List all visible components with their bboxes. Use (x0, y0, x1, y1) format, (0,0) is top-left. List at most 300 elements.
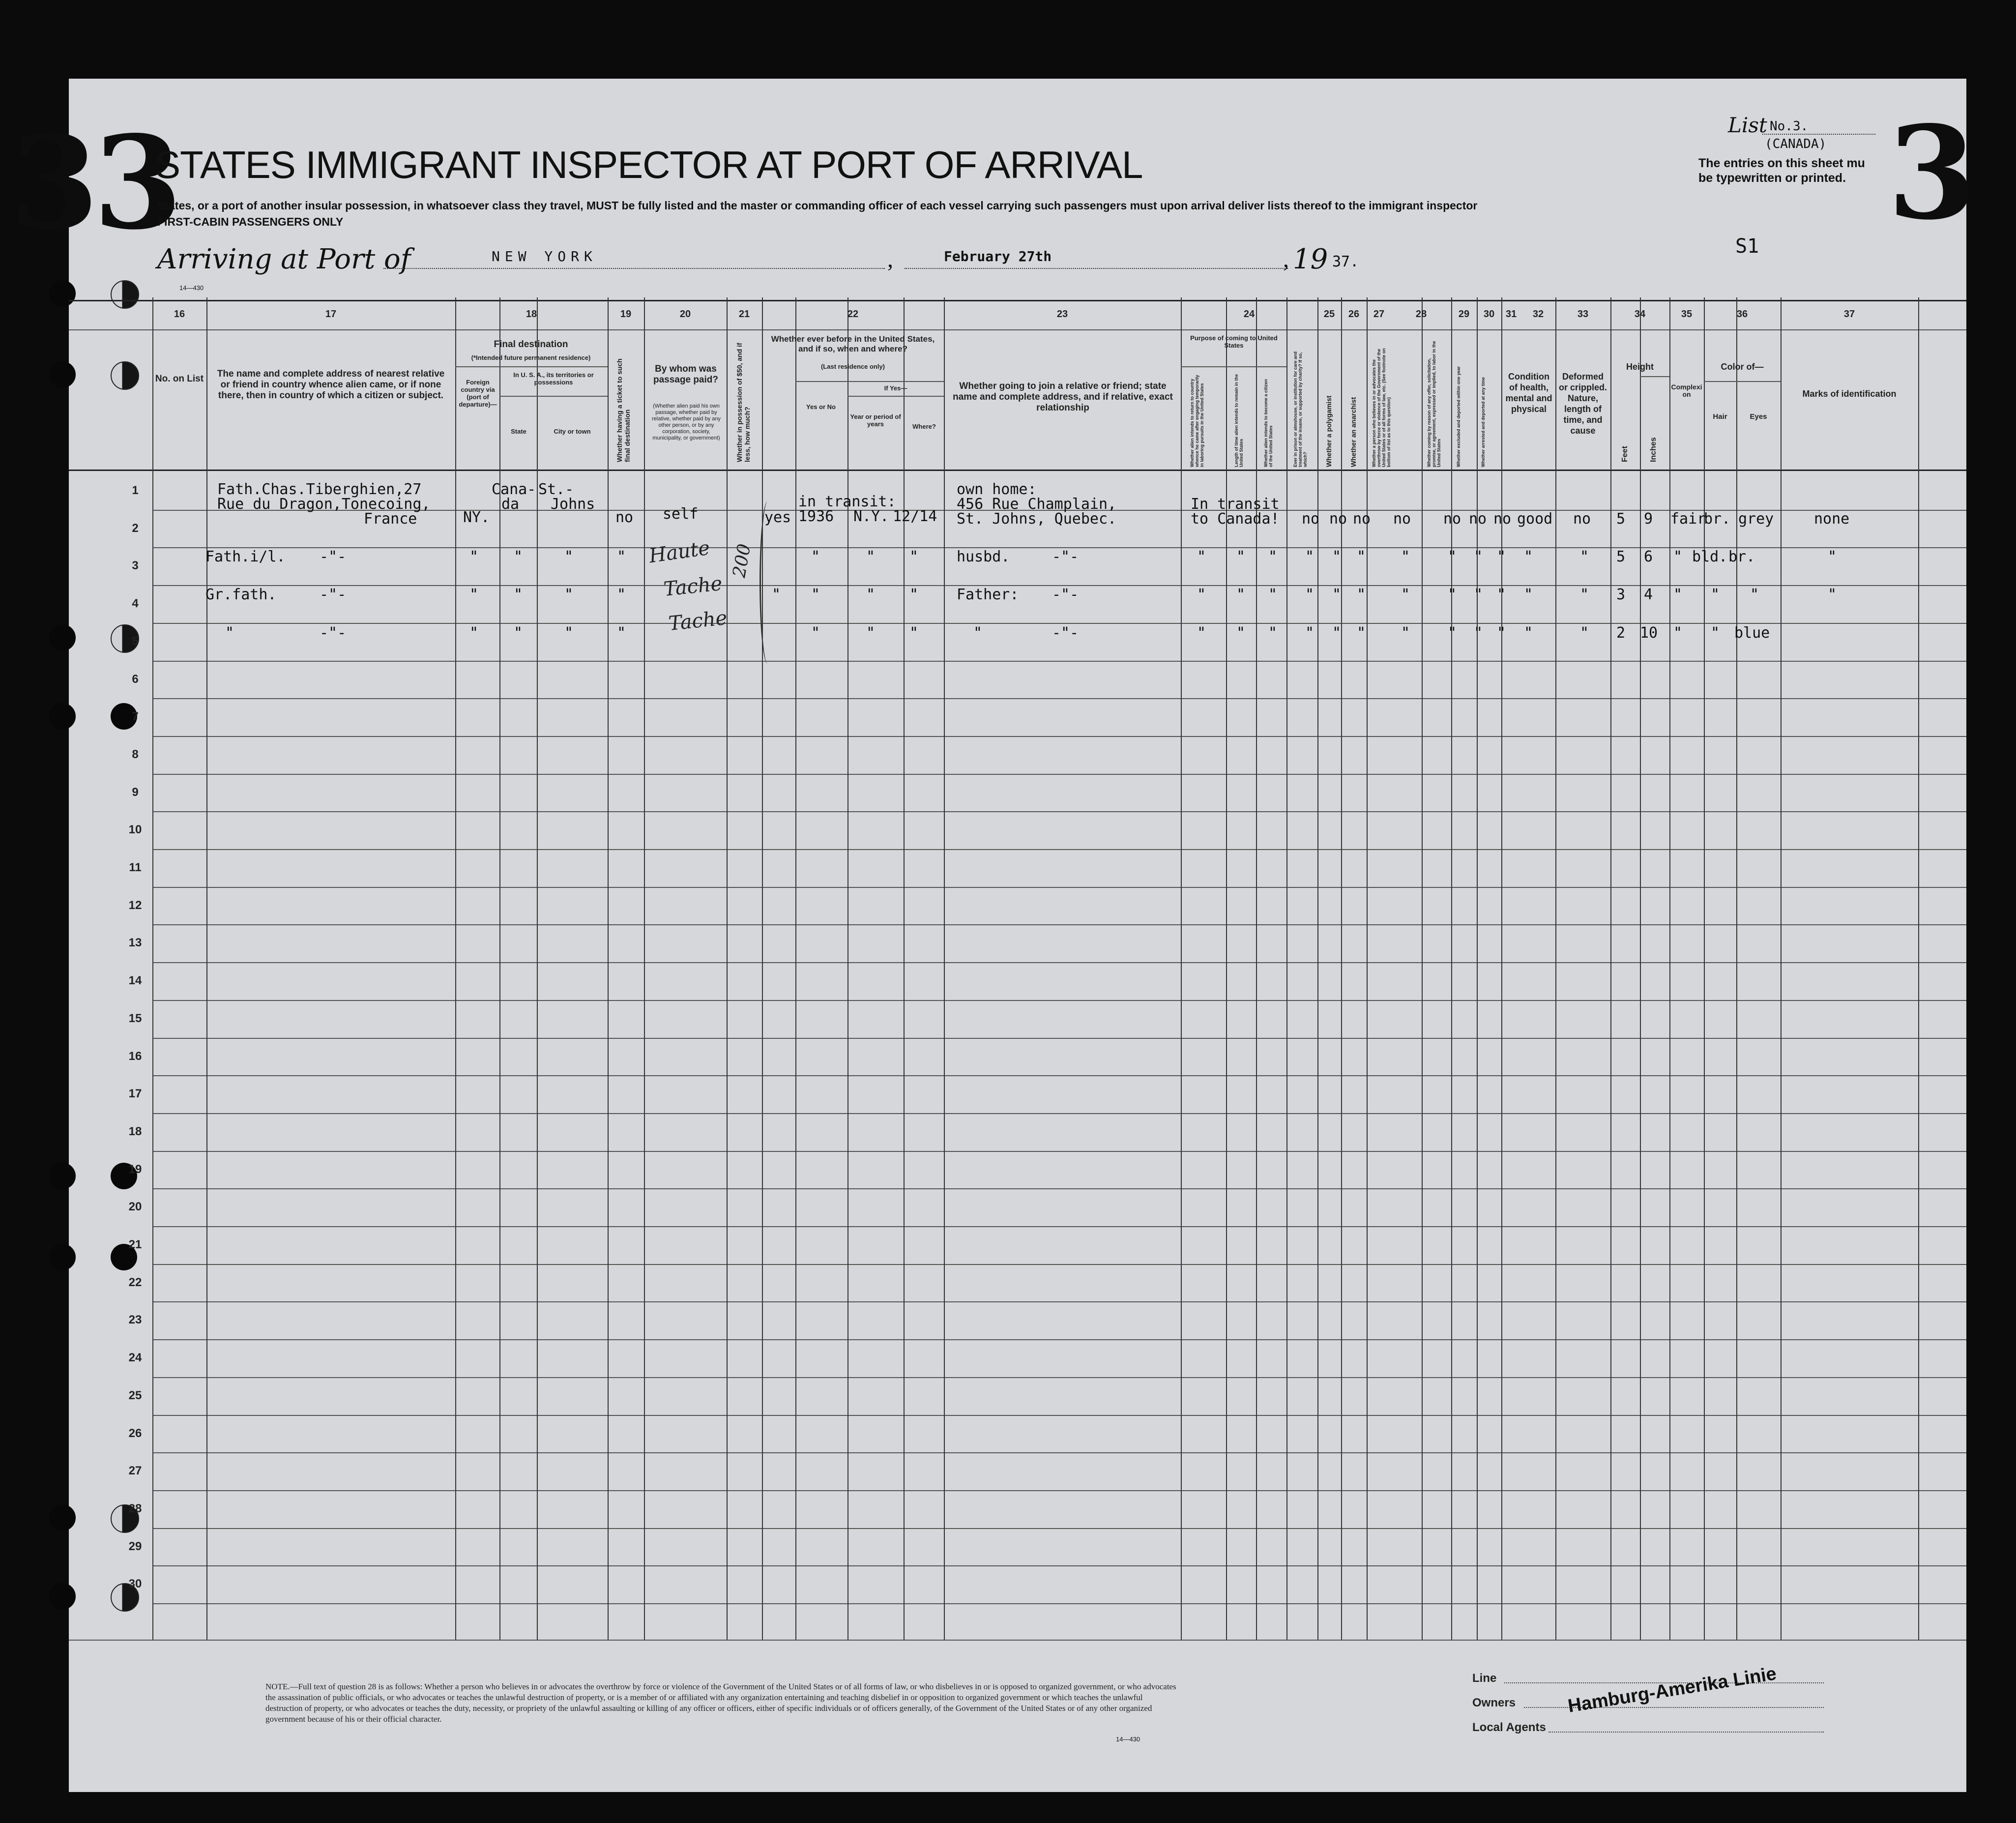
row3-ditto: " (1305, 586, 1315, 603)
header-bottom-border (69, 470, 1966, 471)
subhead-line (499, 396, 608, 397)
row3-ditto: " (866, 586, 876, 603)
row-number: 11 (129, 861, 142, 874)
col-line (1367, 297, 1368, 1640)
row1-before: in transit: (798, 493, 896, 510)
row-number: 24 (128, 1351, 142, 1365)
line-label: Line (1472, 1672, 1497, 1685)
row2-relative: Fath.i/l. (205, 548, 286, 565)
row1-c31: no (1493, 510, 1512, 528)
row2-ditto: " (1401, 548, 1410, 565)
row-line (152, 887, 1966, 888)
row2-deformed: " (1580, 548, 1589, 565)
row-number: 10 (128, 823, 142, 837)
row2-ditto: " (1448, 548, 1457, 565)
row1-inches: 9 (1644, 510, 1653, 528)
col-number: 33 (1577, 309, 1589, 320)
row1-c25: no (1302, 510, 1320, 528)
col-number: 30 (1483, 309, 1495, 320)
row-line (152, 1415, 1966, 1416)
row-number: 18 (128, 1124, 142, 1138)
row4-ditto: " (469, 624, 479, 642)
shipping-line-stamp: Hamburg-Amerika Linie (1566, 1663, 1778, 1717)
row1-relative-line2: Rue du Dragon,Tonecoing, (217, 496, 431, 513)
row-number: 12 (128, 898, 142, 912)
row1-before-where: N.Y. (853, 508, 889, 525)
col-number: 18 (526, 309, 537, 320)
col-number: 37 (1843, 309, 1855, 320)
row-number: 16 (128, 1049, 142, 1063)
col-header-passage-paid-sub: (Whether alien paid his own passage, whether paid by relative, whether paid by any other person, or by any corporation, society, municipality, or government) (651, 403, 721, 441)
col-header-feet: Feet (1621, 446, 1629, 462)
row2-eyes: br. (1728, 548, 1755, 565)
col-number: 27 (1373, 309, 1385, 320)
row-number: 19 (128, 1162, 142, 1176)
col-line (1640, 297, 1641, 1640)
row-number: 22 (128, 1275, 142, 1289)
col-header-purpose-b: Length of time alien intends to remain in the United States (1234, 374, 1244, 467)
year-suffix: 37. (1332, 253, 1359, 270)
row1-feet: 5 (1616, 510, 1626, 528)
row1-state-1: Cana- (492, 481, 536, 498)
subhead-line (1640, 376, 1669, 377)
row-line (152, 623, 1966, 624)
row1-join-3: St. Johns, Quebec. (957, 510, 1117, 528)
row-number: 27 (128, 1464, 142, 1478)
row1-relative-line1: Fath.Chas.Tiberghien,27 (217, 481, 422, 498)
row1-c29: no (1443, 510, 1461, 528)
col-number: 25 (1323, 309, 1335, 320)
row1-marks: none (1814, 510, 1850, 528)
row-line (152, 1565, 1966, 1566)
table-bottom-border (69, 1640, 1966, 1641)
row-number: 13 (128, 936, 142, 950)
col-header-excluded: Whether excluded and deported within one year (1456, 366, 1461, 467)
row4-ditto: " (1197, 624, 1206, 642)
row4-ditto: " (1580, 624, 1589, 642)
row-number: 25 (128, 1388, 142, 1402)
row2-relative-ditto: -"- (320, 548, 347, 565)
col-header-final-destination: Final destination (494, 339, 568, 350)
row3-ditto: " (909, 586, 919, 603)
row3-hair: " (1711, 586, 1720, 603)
entries-note-2: be typewritten or printed. (1698, 171, 1846, 185)
row1-c28: no (1393, 510, 1411, 528)
row-number: 8 (132, 747, 139, 761)
col-header-purpose-c: Whether alien intends to become a citizen of the United States (1263, 379, 1273, 467)
row3-ditto: " (1268, 586, 1278, 603)
col-header-foreign-country: Foreign country via (port of departure)— (459, 379, 497, 408)
row2-join: husbd. (957, 548, 1010, 565)
binder-hole (49, 1163, 76, 1189)
row1-state-2: da (501, 496, 520, 513)
col-header-complexion: Complexion (1671, 383, 1702, 398)
row3-ditto: " (564, 586, 574, 603)
row4-eyes: blue (1734, 624, 1770, 642)
row-number: 23 (128, 1313, 142, 1327)
row-line (152, 1339, 1966, 1340)
col-line (944, 297, 945, 1640)
sheet-number-left-b: 3 (93, 108, 182, 258)
handwriting-line1: Haute (647, 536, 711, 568)
row4-ditto: " (1524, 624, 1533, 642)
col-line (1451, 297, 1452, 1640)
row2-join-ditto: -"- (1052, 548, 1079, 565)
row1-c30: no (1469, 510, 1487, 528)
col-line (1422, 297, 1423, 1640)
page-title: STATES IMMIGRANT INSPECTOR AT PORT OF ARRIVAL (155, 143, 1143, 186)
row4-ditto: " (1305, 624, 1315, 642)
row1-c27: no (1353, 510, 1371, 528)
row4-ditto: " (1497, 624, 1506, 642)
col-header-relative: The name and complete address of nearest relative or friend in country whence alien came, or if none there, then in country of which a citizen or subject. (217, 369, 445, 401)
row3-ditto: " (1357, 586, 1366, 603)
row-number: 9 (132, 785, 139, 799)
row2-ditto: " (469, 548, 479, 565)
row3-join: Father: (957, 586, 1019, 603)
sheet-number-left-a: 3 (10, 108, 99, 258)
row4-ditto: " (617, 624, 626, 642)
col-header-passage-paid: By whom was passage paid? (653, 364, 718, 385)
row4-ditto: " (1401, 624, 1410, 642)
col-number: 34 (1634, 309, 1646, 320)
row-number: 20 (128, 1200, 142, 1214)
row4-feet: 2 (1616, 624, 1626, 642)
col-header-overthrow: Whether a person who believes in or advocates the overthrow by force or violence of the Government of the United States or of all forms of law, etc. (See footnote on bottom of list as to this question) (1372, 348, 1391, 467)
manifest-sheet (10, 79, 1977, 1792)
row4-ditto: " (909, 624, 919, 642)
row3-ditto: " (1197, 586, 1206, 603)
row2-inches: 6 (1644, 548, 1653, 565)
col-header-labor-offer: Whether coming by reason of any offer, solicitation, promise, or agreement, expressed or implied, to labor in the United States (1427, 341, 1441, 467)
binder-hole (49, 703, 76, 730)
row4-ditto: " (1448, 624, 1457, 642)
col-number: 16 (174, 309, 185, 320)
row3-ditto: " (772, 586, 781, 603)
row3-ditto: " (1401, 586, 1410, 603)
row-number: 29 (128, 1539, 142, 1553)
row4-hair: " (1711, 624, 1720, 642)
row2-ditto: " (1236, 548, 1246, 565)
row-line (152, 1264, 1966, 1265)
row3-inches: 4 (1644, 586, 1653, 603)
col-line (1317, 297, 1318, 1640)
row4-ditto: " (1332, 624, 1342, 642)
row2-ditto: " (1497, 548, 1506, 565)
row-number: 28 (128, 1501, 142, 1515)
handwritten-bracket (760, 501, 776, 664)
row3-ditto: " (1474, 586, 1483, 603)
row4-ditto: " (564, 624, 574, 642)
row2-feet: 5 (1616, 548, 1626, 565)
row-line (152, 962, 1966, 963)
col-line (795, 297, 796, 1640)
row-line (152, 1038, 1966, 1039)
row-number: 21 (128, 1238, 142, 1251)
row2-ditto: " (1197, 548, 1206, 565)
list-number: No.3. (1770, 119, 1809, 134)
row-line (152, 924, 1966, 925)
col-line (455, 297, 456, 1640)
row1-join-2: 456 Rue Champlain, (957, 496, 1117, 513)
row1-purpose-1: In transit (1191, 496, 1280, 513)
row1-money: yes (764, 509, 791, 526)
row1-before-year: 1936 (798, 508, 834, 525)
row4-ditto: " (866, 624, 876, 642)
col-header-city: City or town (554, 428, 591, 435)
list-underline (1762, 134, 1875, 135)
sheet-number-right: 3 (1888, 98, 1977, 248)
row-line (152, 698, 1966, 699)
row-number: 15 (128, 1011, 142, 1025)
col-line (608, 297, 609, 1640)
binder-hole (49, 1583, 76, 1610)
row-line (152, 811, 1966, 812)
col-number: 20 (679, 309, 691, 320)
col-line (1781, 297, 1782, 1640)
handwriting-amount: 200 (729, 542, 755, 579)
col-header-marks: Marks of identification (1802, 389, 1897, 399)
col-line (904, 297, 905, 1640)
col-line (537, 297, 538, 1640)
col-line (1341, 297, 1342, 1640)
col-number: 32 (1532, 309, 1544, 320)
row2-ditto: " (1305, 548, 1315, 565)
col-header-polygamist: Whether a polygamist (1325, 395, 1333, 467)
row2-ditto: " (866, 548, 876, 565)
row-line (152, 849, 1966, 850)
entries-note-1: The entries on this sheet mu (1698, 156, 1865, 170)
row2-ditto: " (617, 548, 626, 565)
col-header-before-in-us: Whether ever before in the United States, and if so, when and where? (771, 334, 935, 353)
binder-hole (49, 624, 76, 651)
row3-ditto: " (1497, 586, 1506, 603)
row3-marks: " (1828, 586, 1837, 603)
row3-relative: Gr.fath. (205, 586, 277, 603)
row2-ditto: " (1332, 548, 1342, 565)
col-header-if-yes: If Yes— (884, 384, 907, 392)
row2-ditto: " (514, 548, 523, 565)
row-line (152, 774, 1966, 775)
row1-c26: no (1329, 510, 1347, 528)
comma-2: , (1283, 246, 1289, 272)
row4-ditto: " (514, 624, 523, 642)
row-line (152, 1188, 1966, 1189)
comma: , (887, 246, 893, 272)
sheet-code: S1 (1735, 235, 1759, 258)
subhead-line (455, 366, 608, 367)
row1-join-1: own home: (957, 481, 1037, 498)
row-line (152, 661, 1966, 662)
col-number: 24 (1243, 309, 1255, 320)
col-header-no-on-list: No. on List (155, 374, 204, 384)
col-header-where: Where? (912, 423, 936, 430)
col-header-yes-no: Yes or No (806, 403, 836, 411)
col-line (1669, 297, 1670, 1640)
col-header-money: Whether in possession of $50, and if less, how much? (735, 343, 751, 462)
col-number: 31 (1505, 309, 1517, 320)
row3-ditto: " (1236, 586, 1246, 603)
footnote-code: 14—430 (1116, 1735, 1140, 1743)
row1-city-2: Johns (551, 496, 595, 513)
row1-foreign: NY. (463, 509, 490, 526)
col-header-in-usa: In U. S. A., its territories or possessions (513, 371, 594, 386)
handwriting-line3: Tache (667, 606, 729, 636)
col-line (1477, 297, 1478, 1640)
col-number: 23 (1056, 309, 1068, 320)
colnum-divider (69, 329, 1966, 330)
col-header-purpose: Purpose of coming to United States (1190, 334, 1278, 349)
row4-ditto: " (1474, 624, 1483, 642)
binder-hole (49, 361, 76, 388)
row2-hair: bld. (1692, 548, 1728, 565)
col-header-hair: Hair (1713, 412, 1727, 421)
col-line (1918, 297, 1919, 1640)
list-label: List (1728, 113, 1767, 137)
col-line (499, 297, 500, 1640)
row2-ditto: " (811, 548, 820, 565)
binder-hole (111, 361, 139, 390)
col-line (1704, 297, 1705, 1640)
row1-purpose-2: to Canada! (1191, 510, 1280, 528)
row3-feet: 3 (1616, 586, 1626, 603)
row-number: 30 (128, 1577, 142, 1591)
col-line (1286, 297, 1287, 1640)
form-code-top: 14—430 (179, 284, 204, 292)
passenger-class: FIRST-CABIN PASSENGERS ONLY (157, 215, 344, 228)
owners-label: Owners (1472, 1696, 1516, 1709)
row-number: 17 (128, 1087, 142, 1101)
row3-ditto: " (1332, 586, 1342, 603)
port-underline (383, 268, 885, 269)
col-number: 21 (738, 309, 750, 320)
row4-inches: 10 (1640, 624, 1658, 642)
row-line (152, 736, 1966, 737)
row-number: 6 (132, 672, 139, 686)
row3-ditto: " (617, 586, 626, 603)
row1-city-1: St.- (538, 481, 574, 498)
col-header-prison: Ever in prison or almshouse, or institution for care and treatment of the insane, or supported by charity? If so, which? (1293, 351, 1308, 467)
row1-ticket: no (615, 509, 634, 526)
subhead-line (1704, 381, 1781, 382)
row1-health: good (1517, 510, 1553, 528)
row4-ditto: " (1236, 624, 1246, 642)
col-header-join-relative: Whether going to join a relative or friend; state name and complete address, and if relative, exact relationship (953, 381, 1173, 413)
col-line (727, 297, 728, 1640)
col-header-height: Height (1626, 362, 1654, 372)
col-header-before-sub: (Last residence only) (820, 363, 885, 370)
col-line (1610, 297, 1611, 1640)
row-line (152, 1490, 1966, 1491)
row4-ditto: " (973, 624, 983, 642)
arriving-label: Arriving at Port of (157, 243, 411, 275)
row4-ditto: " (811, 624, 820, 642)
col-header-inches: Inches (1649, 437, 1658, 462)
col-number: 22 (847, 309, 859, 320)
row-line (152, 1075, 1966, 1076)
row3-complexion: " (1673, 586, 1683, 603)
col-header-state: State (511, 428, 526, 435)
date-underline (905, 268, 1288, 269)
row-number: 26 (128, 1426, 142, 1440)
row-line (152, 1603, 1966, 1604)
col-line (206, 297, 207, 1640)
local-agents-label: Local Agents (1472, 1721, 1546, 1734)
row3-eyes: " (1750, 586, 1759, 603)
col-header-color: Color of— (1721, 362, 1764, 372)
handwriting-line2: Tache (662, 572, 724, 601)
subhead-line (795, 381, 944, 382)
page-subtitle: States, or a port of another insular possession, in whatsoever class they travel, MUST be fully listed and the master or commanding officer of each vessel carrying such passengers must upon arrival deliver lists thereof to the immigrant inspector (157, 199, 1478, 212)
col-line (644, 297, 645, 1640)
row1-complexion: fair (1670, 510, 1706, 528)
col-header-arrested: Whether arrested and deported at any time (1481, 377, 1486, 467)
row-line (152, 1528, 1966, 1529)
row-line (152, 1113, 1966, 1114)
binder-hole (111, 280, 139, 309)
col-line (1555, 297, 1556, 1640)
row3-ditto: " (811, 586, 820, 603)
footnote: NOTE.—Full text of question 28 is as follows: Whether a person who believes in or advocates the overthrow by force or violence of the Government of the United States or of all forms of law, or who disbelieves in or is opposed to organized government, or who advocates the assassination of public officials, or who advocates or teaches the unlawful destruction of property, or is a member of or affiliated with any organization entertaining and teaching disbelief in or opposition to organized government or which teaches the unlawful destruction of property, or who advocates or teaches the duty, necessity, or propriety of the unlawful assaulting or killing of any officer or officers, either of specific individuals or of officers generally, of the Government of the United States or of any other organized government because of his or their official character. (265, 1682, 1176, 1724)
row-number: 7 (132, 710, 139, 724)
row4-ditto: " (1357, 624, 1366, 642)
col-number: 36 (1736, 309, 1748, 320)
row2-ditto: " (1268, 548, 1278, 565)
port-value: NEW YORK (492, 248, 597, 265)
row4-join-ditto: -"- (1052, 624, 1079, 642)
row4-relative: " (225, 624, 234, 642)
row-number: 14 (128, 974, 142, 988)
row3-join-ditto: -"- (1052, 586, 1079, 603)
col-line (1736, 297, 1737, 1640)
row-number: 1 (132, 484, 139, 497)
col-number: 17 (325, 309, 337, 320)
row-number: 2 (132, 521, 139, 535)
col-number: 29 (1458, 309, 1470, 320)
row3-ditto: " (469, 586, 479, 603)
col-header-ticket: Whether having a ticket to such final destination (615, 358, 631, 462)
date-value: February 27th (944, 248, 1052, 265)
col-header-deformed: Deformed or crippled. Nature, length of time, and cause (1558, 372, 1607, 436)
col-line (1181, 297, 1182, 1640)
col-number: 28 (1415, 309, 1427, 320)
agents-underline (1549, 1732, 1824, 1733)
col-header-eyes: Eyes (1750, 412, 1767, 421)
row2-health: " (1524, 548, 1533, 565)
row-line (152, 1377, 1966, 1378)
col-line (1501, 297, 1502, 1640)
col-header-purpose-a: Whether alien intends to return to country whence he came after engaging temporarily in laboring pursuits in the United States (1190, 375, 1204, 467)
row-line (152, 1000, 1966, 1001)
row-number: 4 (132, 597, 139, 611)
binder-hole (49, 280, 76, 307)
row4-relative-ditto: -"- (320, 624, 347, 642)
col-header-year: Year or period of years (850, 413, 901, 428)
row2-ditto: " (1357, 548, 1366, 565)
row3-ditto: " (1580, 586, 1589, 603)
list-sub: (CANADA) (1765, 137, 1827, 151)
col-header-health: Condition of health, mental and physical (1505, 372, 1552, 414)
col-number: 26 (1348, 309, 1360, 320)
binder-hole (49, 1244, 76, 1270)
row-number: 3 (132, 559, 139, 573)
table-top-border (69, 300, 1966, 301)
row1-hair: br. (1704, 510, 1731, 528)
col-number: 19 (620, 309, 632, 320)
row2-ditto: " (1474, 548, 1483, 565)
row2-ditto: " (909, 548, 919, 565)
row-line (152, 1226, 1966, 1227)
